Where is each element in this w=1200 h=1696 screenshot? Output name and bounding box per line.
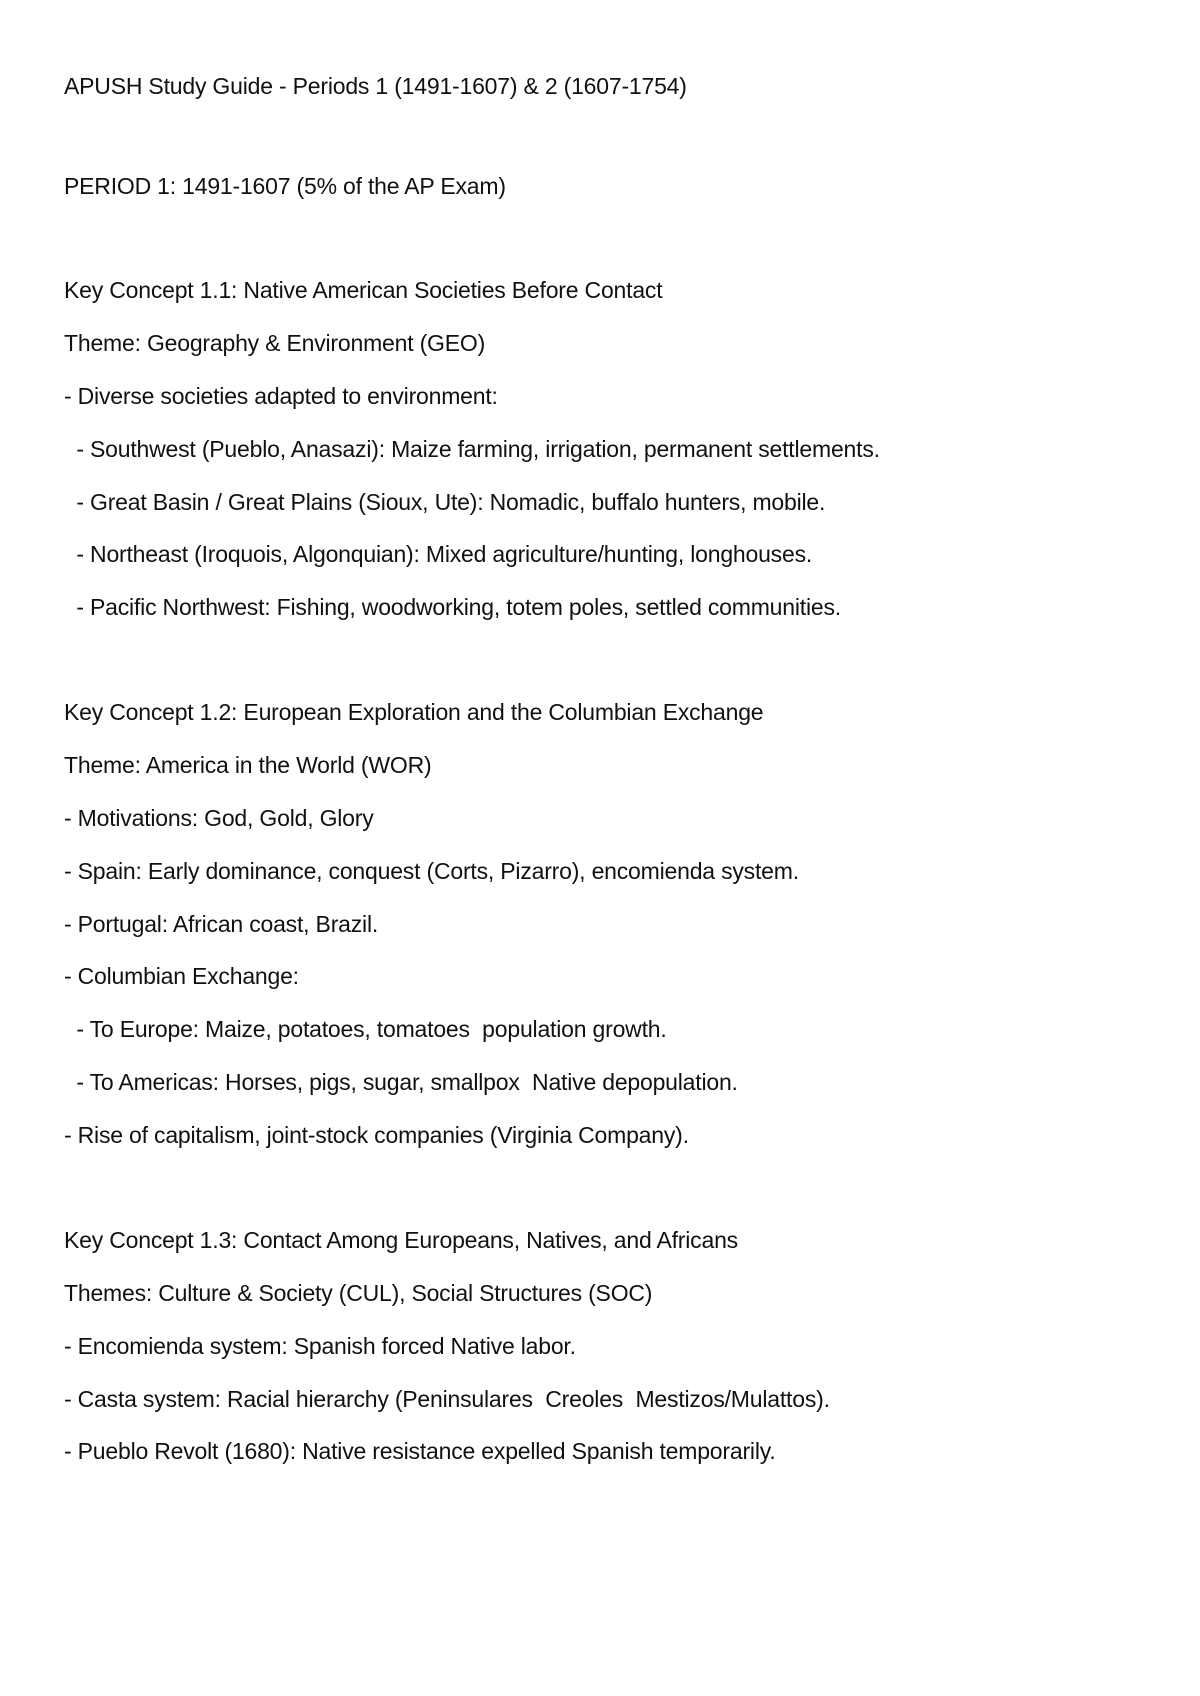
concept-1-2-line: - To Americas: Horses, pigs, sugar, smallpox Native depopulation. [64, 1069, 738, 1095]
concept-1-2-heading: Key Concept 1.2: European Exploration and the Columbian Exchange [64, 699, 764, 725]
concept-1-1-heading: Key Concept 1.1: Native American Societies Before Contact [64, 277, 663, 303]
concept-1-2-line: - To Europe: Maize, potatoes, tomatoes population growth. [64, 1016, 667, 1042]
concept-1-2-line: - Rise of capitalism, joint-stock companies (Virginia Company). [64, 1122, 689, 1148]
concept-1-3-line: - Pueblo Revolt (1680): Native resistance expelled Spanish temporarily. [64, 1438, 776, 1464]
concept-1-3-heading: Key Concept 1.3: Contact Among Europeans, Natives, and Africans [64, 1227, 738, 1253]
document-title: APUSH Study Guide - Periods 1 (1491-1607) & 2 (1607-1754) [64, 73, 687, 99]
concept-1-3-theme: Themes: Culture & Society (CUL), Social Structures (SOC) [64, 1280, 653, 1306]
concept-1-2-line: - Columbian Exchange: [64, 963, 299, 989]
concept-1-2-theme: Theme: America in the World (WOR) [64, 752, 432, 778]
period-1-heading: PERIOD 1: 1491-1607 (5% of the AP Exam) [64, 173, 506, 199]
concept-1-1-line: - Great Basin / Great Plains (Sioux, Ute): Nomadic, buffalo hunters, mobile. [64, 489, 826, 515]
concept-1-1-line: - Diverse societies adapted to environment: [64, 383, 498, 409]
concept-1-3-line: - Encomienda system: Spanish forced Native labor. [64, 1333, 576, 1359]
concept-1-1-line: - Northeast (Iroquois, Algonquian): Mixed agriculture/hunting, longhouses. [64, 541, 813, 567]
concept-1-2-line: - Spain: Early dominance, conquest (Corts, Pizarro), encomienda system. [64, 858, 799, 884]
concept-1-2-line: - Motivations: God, Gold, Glory [64, 805, 374, 831]
concept-1-1-line: - Southwest (Pueblo, Anasazi): Maize farming, irrigation, permanent settlements. [64, 436, 880, 462]
concept-1-3-line: - Casta system: Racial hierarchy (Peninsulares Creoles Mestizos/Mulattos). [64, 1386, 830, 1412]
concept-1-2-line: - Portugal: African coast, Brazil. [64, 911, 379, 937]
concept-1-1-line: - Pacific Northwest: Fishing, woodworking, totem poles, settled communities. [64, 594, 841, 620]
concept-1-1-theme: Theme: Geography & Environment (GEO) [64, 330, 486, 356]
